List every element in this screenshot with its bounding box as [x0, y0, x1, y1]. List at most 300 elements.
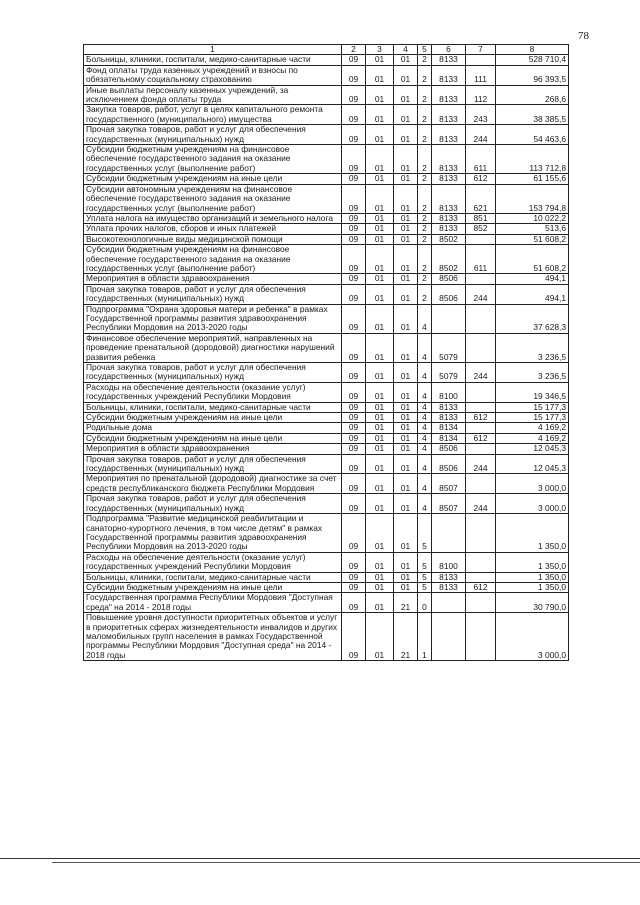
code-cell: 09 [342, 582, 366, 592]
code-cell: 8133 [432, 572, 466, 582]
code-cell: 01 [366, 224, 394, 234]
code-cell [466, 382, 496, 402]
table-row [84, 184, 569, 213]
table-row [84, 125, 569, 145]
code-cell: 2 [418, 65, 432, 85]
table-row [84, 333, 569, 362]
table-row [84, 494, 569, 514]
code-cell: 2 [418, 105, 432, 125]
code-cell: 09 [342, 284, 366, 304]
code-cell: 01 [394, 363, 418, 383]
code-cell [466, 593, 496, 613]
code-cell [466, 613, 496, 661]
code-cell: 8133 [432, 145, 466, 174]
code-cell [466, 55, 496, 65]
code-cell: 09 [342, 213, 366, 223]
code-cell: 8133 [432, 582, 466, 592]
table-row [84, 514, 569, 553]
header-cell: 3 [366, 45, 394, 55]
amount-cell: 3 236,5 [496, 333, 569, 362]
code-cell: 8133 [432, 65, 466, 85]
code-cell: 01 [366, 593, 394, 613]
amount-cell: 1 350,0 [496, 552, 569, 572]
table-row [84, 65, 569, 85]
code-cell: 01 [394, 245, 418, 274]
code-cell: 8507 [432, 494, 466, 514]
item-name-cell: Больницы, клиники, госпитали, медико-санитарные части [84, 55, 342, 65]
code-cell: 01 [366, 174, 394, 184]
table-row [84, 145, 569, 174]
item-name-cell: Субсидии бюджетным учреждениям на иные цели [84, 433, 342, 443]
table-row [84, 284, 569, 304]
code-cell: 01 [394, 55, 418, 65]
code-cell: 4 [418, 333, 432, 362]
amount-cell: 3 000,0 [496, 613, 569, 661]
code-cell: 4 [418, 444, 432, 454]
code-cell: 4 [418, 474, 432, 494]
code-cell: 8133 [432, 125, 466, 145]
amount-cell: 15 177,3 [496, 413, 569, 423]
code-cell: 2 [418, 174, 432, 184]
code-cell: 8133 [432, 402, 466, 412]
code-cell: 01 [394, 413, 418, 423]
code-cell: 4 [418, 363, 432, 383]
code-cell: 01 [394, 454, 418, 474]
code-cell: 01 [394, 85, 418, 105]
code-cell: 5079 [432, 333, 466, 362]
code-cell: 21 [394, 593, 418, 613]
code-cell: 2 [418, 245, 432, 274]
code-cell: 01 [394, 304, 418, 333]
item-name-cell: Мероприятия в области здравоохранения [84, 444, 342, 454]
code-cell: 01 [394, 402, 418, 412]
amount-cell: 10 022,2 [496, 213, 569, 223]
code-cell: 2 [418, 85, 432, 105]
header-cell: 2 [342, 45, 366, 55]
code-cell [466, 274, 496, 284]
footer-divider [0, 858, 640, 859]
code-cell: 01 [394, 284, 418, 304]
table-row [84, 85, 569, 105]
amount-cell: 1 350,0 [496, 572, 569, 582]
code-cell: 09 [342, 55, 366, 65]
code-cell: 611 [466, 245, 496, 274]
header-row [84, 45, 569, 55]
table-row [84, 105, 569, 125]
item-name-cell: Закупка товаров, работ, услуг в целях капитального ремонта государственного (муниципального) имущества [84, 105, 342, 125]
table-row [84, 433, 569, 443]
code-cell: 09 [342, 184, 366, 213]
code-cell: 2 [418, 213, 432, 223]
code-cell: 4 [418, 423, 432, 433]
code-cell: 2 [418, 125, 432, 145]
code-cell: 09 [342, 274, 366, 284]
table-body [84, 55, 569, 661]
table-row [84, 474, 569, 494]
code-cell: 4 [418, 382, 432, 402]
code-cell: 01 [366, 333, 394, 362]
code-cell: 01 [366, 413, 394, 423]
amount-cell: 19 346,5 [496, 382, 569, 402]
code-cell: 8506 [432, 284, 466, 304]
code-cell: 01 [366, 55, 394, 65]
code-cell: 09 [342, 413, 366, 423]
code-cell [466, 572, 496, 582]
header-cell: 7 [466, 45, 496, 55]
code-cell [466, 474, 496, 494]
code-cell: 612 [466, 413, 496, 423]
code-cell: 09 [342, 304, 366, 333]
code-cell: 5079 [432, 363, 466, 383]
item-name-cell: Родильные дома [84, 423, 342, 433]
code-cell: 8133 [432, 213, 466, 223]
budget-table [83, 44, 569, 661]
code-cell [432, 514, 466, 553]
item-name-cell: Высокотехнологичные виды медицинской помощи [84, 234, 342, 244]
code-cell: 09 [342, 85, 366, 105]
code-cell: 2 [418, 145, 432, 174]
code-cell: 01 [366, 433, 394, 443]
code-cell: 4 [418, 454, 432, 474]
table-header [84, 45, 569, 55]
item-name-cell: Фонд оплаты труда казенных учреждений и взносы по обязательному социальному страхованию [84, 65, 342, 85]
code-cell: 01 [366, 145, 394, 174]
code-cell: 244 [466, 494, 496, 514]
amount-cell: 494,1 [496, 284, 569, 304]
code-cell: 244 [466, 284, 496, 304]
item-name-cell: Повышение уровня доступности приоритетных объектов и услуг в приоритетных сферах жизнедеятельности инвалидов и других маломобильных групп населения в рамках Государственной программы Республики Мордовия "Доступная среда" на 2014 - 2018 годы [84, 613, 342, 661]
table-row [84, 174, 569, 184]
code-cell: 01 [394, 552, 418, 572]
code-cell: 01 [366, 382, 394, 402]
code-cell: 01 [366, 304, 394, 333]
amount-cell: 96 393,5 [496, 65, 569, 85]
code-cell: 2 [418, 284, 432, 304]
amount-cell: 12 045,3 [496, 454, 569, 474]
code-cell: 01 [394, 274, 418, 284]
amount-cell: 4 169,2 [496, 433, 569, 443]
table-row [84, 444, 569, 454]
table-row [84, 213, 569, 223]
item-name-cell: Больницы, клиники, госпитали, медико-санитарные части [84, 402, 342, 412]
code-cell: 01 [394, 382, 418, 402]
code-cell: 09 [342, 245, 366, 274]
item-name-cell: Мероприятия по пренатальной (дородовой) диагностике за счет средств республиканского бюджета Республики Мордовия [84, 474, 342, 494]
header-cell: 1 [84, 45, 342, 55]
table-row [84, 423, 569, 433]
code-cell: 01 [394, 234, 418, 244]
code-cell: 01 [394, 105, 418, 125]
item-name-cell: Прочая закупка товаров, работ и услуг для обеспечения государственных (муниципальных) нужд [84, 363, 342, 383]
code-cell: 01 [366, 514, 394, 553]
code-cell: 09 [342, 572, 366, 582]
table-row [84, 224, 569, 234]
code-cell: 01 [366, 184, 394, 213]
code-cell: 8506 [432, 454, 466, 474]
amount-cell: 3 000,0 [496, 494, 569, 514]
code-cell: 21 [394, 613, 418, 661]
table-row [84, 552, 569, 572]
item-name-cell: Подпрограмма "Охрана здоровья матери и ребенка" в рамках Государственной программы развития здравоохранения Республики Мордовия на 2013-2020 годы [84, 304, 342, 333]
code-cell: 111 [466, 65, 496, 85]
amount-cell: 528 710,4 [496, 55, 569, 65]
item-name-cell: Субсидии автономным учреждениям на финансовое обеспечение государственного задания на оказание государственных услуг (выполнение работ) [84, 184, 342, 213]
code-cell [466, 333, 496, 362]
code-cell: 8506 [432, 444, 466, 454]
code-cell [432, 593, 466, 613]
table-row [84, 382, 569, 402]
code-cell: 8100 [432, 552, 466, 572]
code-cell: 8134 [432, 423, 466, 433]
code-cell: 09 [342, 593, 366, 613]
code-cell: 09 [342, 402, 366, 412]
table-row [84, 245, 569, 274]
code-cell: 8133 [432, 105, 466, 125]
table-row [84, 582, 569, 592]
code-cell: 01 [394, 333, 418, 362]
code-cell: 01 [366, 213, 394, 223]
code-cell: 01 [366, 284, 394, 304]
code-cell: 4 [418, 413, 432, 423]
code-cell [466, 234, 496, 244]
amount-cell: 38 385,5 [496, 105, 569, 125]
table-row [84, 613, 569, 661]
code-cell [466, 402, 496, 412]
code-cell: 01 [366, 274, 394, 284]
code-cell: 09 [342, 174, 366, 184]
amount-cell: 54 463,6 [496, 125, 569, 145]
code-cell: 01 [394, 444, 418, 454]
table-row [84, 593, 569, 613]
code-cell: 01 [394, 184, 418, 213]
code-cell: 01 [394, 213, 418, 223]
table-row [84, 572, 569, 582]
code-cell: 09 [342, 494, 366, 514]
code-cell: 852 [466, 224, 496, 234]
table-row [84, 234, 569, 244]
code-cell: 09 [342, 423, 366, 433]
item-name-cell: Уплата налога на имущество организаций и земельного налога [84, 213, 342, 223]
table-row [84, 274, 569, 284]
item-name-cell: Прочая закупка товаров, работ и услуг для обеспечения государственных (муниципальных) нужд [84, 454, 342, 474]
code-cell: 5 [418, 552, 432, 572]
code-cell: 01 [394, 145, 418, 174]
item-name-cell: Субсидии бюджетным учреждениям на иные цели [84, 174, 342, 184]
code-cell: 0 [418, 593, 432, 613]
table-row [84, 363, 569, 383]
code-cell: 09 [342, 363, 366, 383]
code-cell: 4 [418, 304, 432, 333]
code-cell: 01 [366, 582, 394, 592]
code-cell: 4 [418, 433, 432, 443]
code-cell: 8133 [432, 184, 466, 213]
code-cell: 01 [394, 174, 418, 184]
code-cell: 01 [366, 613, 394, 661]
code-cell: 09 [342, 65, 366, 85]
amount-cell: 153 794,8 [496, 184, 569, 213]
code-cell: 09 [342, 105, 366, 125]
code-cell: 01 [366, 125, 394, 145]
item-name-cell: Прочая закупка товаров, работ и услуг для обеспечения государственных (муниципальных) нужд [84, 284, 342, 304]
code-cell: 851 [466, 213, 496, 223]
code-cell: 244 [466, 363, 496, 383]
code-cell: 09 [342, 514, 366, 553]
code-cell: 612 [466, 582, 496, 592]
code-cell: 8133 [432, 224, 466, 234]
code-cell: 09 [342, 474, 366, 494]
code-cell: 2 [418, 224, 432, 234]
item-name-cell: Иные выплаты персоналу казенных учреждений, за исключением фонда оплаты труда [84, 85, 342, 105]
code-cell: 01 [394, 572, 418, 582]
code-cell: 01 [394, 514, 418, 553]
code-cell: 2 [418, 55, 432, 65]
code-cell: 09 [342, 552, 366, 572]
code-cell: 01 [366, 234, 394, 244]
code-cell: 09 [342, 433, 366, 443]
item-name-cell: Финансовое обеспечение мероприятий, направленных на проведение пренатальной (дородовой) диагностики нарушений развития ребенка [84, 333, 342, 362]
code-cell: 09 [342, 613, 366, 661]
code-cell: 5 [418, 582, 432, 592]
table-row [84, 454, 569, 474]
code-cell: 8133 [432, 413, 466, 423]
code-cell: 01 [394, 582, 418, 592]
code-cell: 09 [342, 454, 366, 474]
code-cell: 01 [366, 65, 394, 85]
code-cell: 8133 [432, 85, 466, 105]
item-name-cell: Больницы, клиники, госпитали, медико-санитарные части [84, 572, 342, 582]
amount-cell: 268,6 [496, 85, 569, 105]
code-cell: 01 [366, 474, 394, 494]
code-cell: 244 [466, 454, 496, 474]
code-cell: 612 [466, 174, 496, 184]
code-cell: 09 [342, 382, 366, 402]
code-cell: 2 [418, 274, 432, 284]
amount-cell: 30 790,0 [496, 593, 569, 613]
code-cell [432, 613, 466, 661]
code-cell: 8100 [432, 382, 466, 402]
item-name-cell: Расходы на обеспечение деятельности (оказание услуг) государственных учреждений Республики Мордовия [84, 382, 342, 402]
code-cell: 4 [418, 402, 432, 412]
code-cell: 01 [394, 433, 418, 443]
code-cell: 8133 [432, 55, 466, 65]
amount-cell: 51 608,2 [496, 245, 569, 274]
item-name-cell: Прочая закупка товаров, работ и услуг для обеспечения государственных (муниципальных) нужд [84, 494, 342, 514]
code-cell [466, 514, 496, 553]
code-cell: 01 [366, 444, 394, 454]
code-cell [466, 423, 496, 433]
code-cell: 621 [466, 184, 496, 213]
code-cell: 8133 [432, 174, 466, 184]
code-cell: 1 [418, 613, 432, 661]
code-cell: 612 [466, 433, 496, 443]
item-name-cell: Субсидии бюджетным учреждениям на иные цели [84, 582, 342, 592]
amount-cell: 4 169,2 [496, 423, 569, 433]
code-cell: 09 [342, 224, 366, 234]
code-cell: 8507 [432, 474, 466, 494]
amount-cell: 51 608,2 [496, 234, 569, 244]
code-cell: 5 [418, 572, 432, 582]
table-row [84, 402, 569, 412]
amount-cell: 12 045,3 [496, 444, 569, 454]
code-cell: 01 [366, 363, 394, 383]
code-cell: 01 [366, 572, 394, 582]
code-cell: 8502 [432, 234, 466, 244]
amount-cell: 1 350,0 [496, 582, 569, 592]
item-name-cell: Субсидии бюджетным учреждениям на иные цели [84, 413, 342, 423]
code-cell [432, 304, 466, 333]
code-cell: 01 [366, 494, 394, 514]
table-row [84, 55, 569, 65]
code-cell: 2 [418, 234, 432, 244]
item-name-cell: Субсидии бюджетным учреждениям на финансовое обеспечение государственного задания на оказание государственных услуг (выполнение работ) [84, 145, 342, 174]
code-cell: 01 [394, 125, 418, 145]
header-cell: 6 [432, 45, 466, 55]
code-cell [466, 304, 496, 333]
code-cell: 09 [342, 125, 366, 145]
code-cell: 01 [366, 552, 394, 572]
code-cell: 112 [466, 85, 496, 105]
amount-cell: 3 000,0 [496, 474, 569, 494]
code-cell: 01 [394, 423, 418, 433]
header-cell: 8 [496, 45, 569, 55]
item-name-cell: Прочая закупка товаров, работ и услуг для обеспечения государственных (муниципальных) нужд [84, 125, 342, 145]
code-cell: 01 [366, 454, 394, 474]
code-cell: 244 [466, 125, 496, 145]
code-cell: 4 [418, 494, 432, 514]
code-cell: 01 [366, 402, 394, 412]
amount-cell: 61 155,6 [496, 174, 569, 184]
code-cell: 09 [342, 333, 366, 362]
code-cell: 8134 [432, 433, 466, 443]
table-row [84, 413, 569, 423]
item-name-cell: Подпрограмма "Развитие медицинской реабилитации и санаторно-курортного лечения, в том числе детям" в рамках Государственной программы развития здравоохранения Республики Мордовия на 2013-2020 годы [84, 514, 342, 553]
amount-cell: 513,6 [496, 224, 569, 234]
item-name-cell: Расходы на обеспечение деятельности (оказание услуг) государственных учреждений Республики Мордовия [84, 552, 342, 572]
item-name-cell: Мероприятия в области здравоохранения [84, 274, 342, 284]
code-cell: 8506 [432, 274, 466, 284]
amount-cell: 37 628,3 [496, 304, 569, 333]
code-cell: 09 [342, 145, 366, 174]
amount-cell: 1 350,0 [496, 514, 569, 553]
code-cell: 243 [466, 105, 496, 125]
amount-cell: 113 712,8 [496, 145, 569, 174]
code-cell: 611 [466, 145, 496, 174]
code-cell: 01 [394, 494, 418, 514]
header-cell: 5 [418, 45, 432, 55]
code-cell: 01 [394, 65, 418, 85]
code-cell: 09 [342, 234, 366, 244]
page-number: 78 [578, 30, 589, 42]
code-cell: 2 [418, 184, 432, 213]
code-cell: 01 [366, 423, 394, 433]
code-cell [466, 444, 496, 454]
code-cell: 09 [342, 444, 366, 454]
item-name-cell: Субсидии бюджетным учреждениям на финансовое обеспечение государственного задания на оказание государственных услуг (выполнение работ) [84, 245, 342, 274]
amount-cell: 15 177,3 [496, 402, 569, 412]
amount-cell: 494,1 [496, 274, 569, 284]
code-cell: 01 [394, 474, 418, 494]
code-cell: 8502 [432, 245, 466, 274]
code-cell: 01 [366, 245, 394, 274]
code-cell: 5 [418, 514, 432, 553]
item-name-cell: Государственная программа Республики Мордовия "Доступная среда" на 2014 - 2018 годы [84, 593, 342, 613]
code-cell [466, 552, 496, 572]
table-row [84, 304, 569, 333]
code-cell: 01 [394, 224, 418, 234]
code-cell: 01 [366, 85, 394, 105]
item-name-cell: Уплата прочих налогов, сборов и иных платежей [84, 224, 342, 234]
code-cell: 01 [366, 105, 394, 125]
